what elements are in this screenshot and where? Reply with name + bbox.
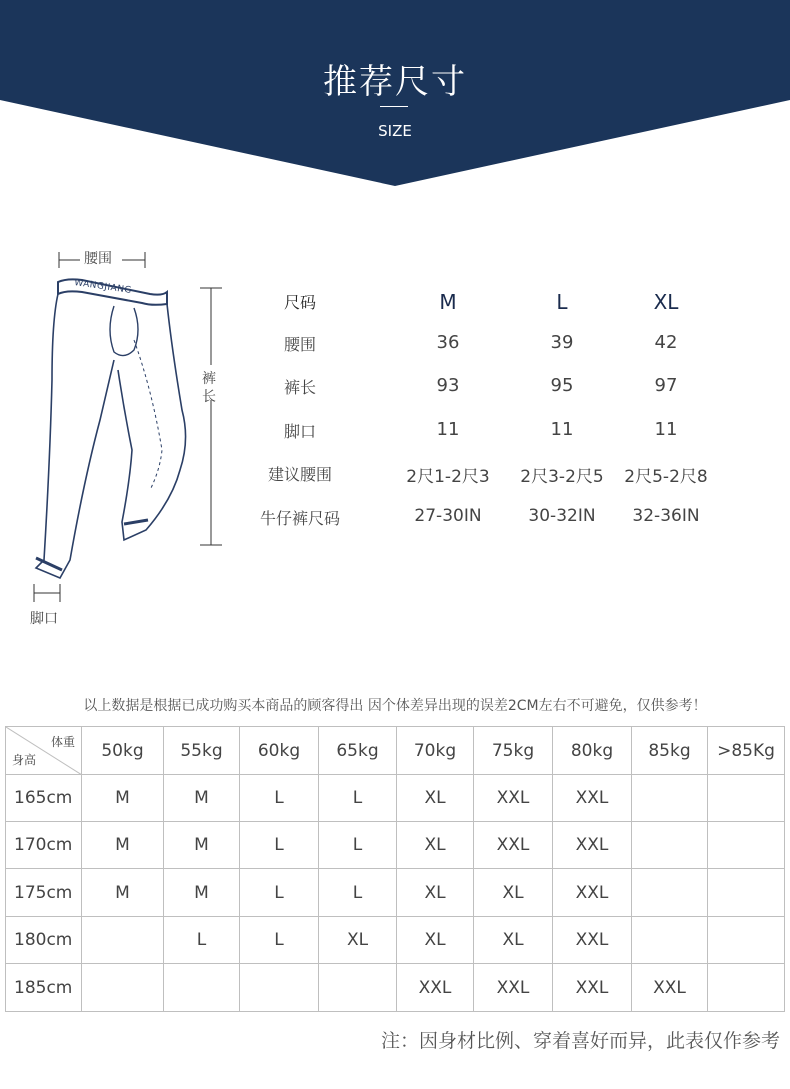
weight-header: 75kg	[474, 727, 553, 775]
height-header: 180cm	[6, 917, 82, 964]
size-cell: L	[240, 822, 319, 869]
size-cell: L	[319, 822, 397, 869]
size-cell: M	[164, 775, 240, 822]
brand-text: WANGJIANG	[73, 278, 133, 296]
spec-row-length	[240, 375, 760, 415]
size-cell: XXL	[474, 964, 553, 1012]
waist-label: 腰围	[84, 251, 112, 267]
spec-label: 建议腰围	[267, 465, 332, 484]
size-cell: XXL	[553, 775, 632, 822]
size-cell: L	[164, 917, 240, 964]
size-cell: XXL	[553, 869, 632, 917]
size-cell	[708, 775, 785, 822]
spec-value: 2尺1-2尺3	[406, 467, 490, 487]
spec-row-jeans-size	[240, 506, 760, 546]
size-cell: XL	[397, 917, 474, 964]
size-cell	[632, 917, 708, 964]
size-cell: XXL	[397, 964, 474, 1012]
size-cell: XL	[474, 869, 553, 917]
size-cell: XL	[319, 917, 397, 964]
size-cell: XXL	[474, 775, 553, 822]
spec-value: 11	[550, 419, 574, 440]
size-cell: M	[82, 869, 164, 917]
size-cell	[632, 822, 708, 869]
size-cell: XXL	[553, 917, 632, 964]
pants-illustration	[22, 240, 232, 640]
size-cell	[82, 964, 164, 1012]
size-cell	[708, 964, 785, 1012]
height-header: 185cm	[6, 964, 82, 1012]
size-cell: XL	[397, 775, 474, 822]
corner-weight-label: 体重	[50, 735, 75, 749]
size-cell: M	[82, 822, 164, 869]
size-cell: L	[319, 775, 397, 822]
weight-header: 55kg	[164, 727, 240, 775]
length-label-top: 裤	[202, 371, 216, 387]
spec-value: 95	[550, 375, 574, 396]
size-cell: XXL	[553, 822, 632, 869]
spec-header-size: 尺码	[283, 293, 316, 312]
grid-row	[6, 822, 785, 869]
spec-value: 97	[654, 375, 678, 396]
grid-header-row	[6, 727, 785, 775]
size-cell: XXL	[632, 964, 708, 1012]
weight-header: 50kg	[82, 727, 164, 775]
size-cell: M	[164, 822, 240, 869]
height-header: 175cm	[6, 869, 82, 917]
size-cell: M	[82, 775, 164, 822]
spec-header-l: L	[556, 290, 568, 314]
spec-value: 42	[654, 332, 678, 353]
spec-value: 11	[436, 419, 460, 440]
spec-value: 27-30IN	[414, 506, 482, 526]
weight-header: 80kg	[553, 727, 632, 775]
disclaimer-note: 以上数据是根据已成功购买本商品的顾客得出 因个体差异出现的误差2CM左右不可避免，仅供参考！	[83, 698, 707, 714]
corner-height-label: 身高	[12, 753, 37, 767]
size-cell: L	[319, 869, 397, 917]
spec-header-xl: XL	[653, 290, 679, 314]
size-cell: L	[240, 775, 319, 822]
spec-value: 30-32IN	[528, 506, 596, 526]
footer-note: 注：因身材比例、穿着喜好而异，此表仅作参考	[380, 1030, 780, 1052]
size-cell: L	[240, 869, 319, 917]
spec-row-waist	[240, 332, 760, 372]
weight-header: 60kg	[240, 727, 319, 775]
size-cell: XXL	[553, 964, 632, 1012]
header-banner	[0, 0, 790, 190]
spec-value: 32-36IN	[632, 506, 700, 526]
length-label-bottom: 长	[202, 389, 216, 405]
spec-header-row	[240, 290, 760, 330]
size-cell: XXL	[474, 822, 553, 869]
grid-row	[6, 917, 785, 964]
spec-value: 2尺5-2尺8	[624, 467, 708, 487]
spec-value: 39	[550, 332, 574, 353]
size-cell	[708, 917, 785, 964]
page-subtitle: SIZE	[378, 122, 412, 140]
height-header: 170cm	[6, 822, 82, 869]
title-divider	[380, 106, 408, 107]
weight-header: 70kg	[397, 727, 474, 775]
spec-label: 牛仔裤尺码	[259, 509, 340, 528]
weight-header: 65kg	[319, 727, 397, 775]
weight-header: 85kg	[632, 727, 708, 775]
spec-row-suggested-waist	[240, 462, 760, 502]
grid-row	[6, 964, 785, 1012]
size-cell	[632, 869, 708, 917]
spec-value: 2尺3-2尺5	[520, 467, 604, 487]
page-title: 推荐尺寸	[323, 62, 467, 102]
spec-label: 腰围	[283, 335, 316, 354]
pants-diagram	[22, 240, 232, 640]
weight-height-size-grid	[5, 726, 785, 1012]
size-cell: XL	[397, 869, 474, 917]
size-cell	[319, 964, 397, 1012]
spec-label: 裤长	[283, 378, 316, 397]
grid-row	[6, 869, 785, 917]
size-cell	[632, 775, 708, 822]
height-header: 165cm	[6, 775, 82, 822]
spec-value: 11	[654, 419, 678, 440]
spec-header-m: M	[439, 290, 457, 314]
grid-corner-cell	[6, 727, 82, 775]
spec-value: 36	[436, 332, 460, 353]
size-cell	[708, 869, 785, 917]
size-cell	[164, 964, 240, 1012]
size-cell: XL	[397, 822, 474, 869]
size-cell: XL	[474, 917, 553, 964]
size-cell	[82, 917, 164, 964]
size-cell: M	[164, 869, 240, 917]
spec-value: 93	[436, 375, 460, 396]
ankle-label: 脚口	[30, 611, 58, 627]
size-cell: L	[240, 917, 319, 964]
spec-row-ankle	[240, 419, 760, 459]
size-cell	[240, 964, 319, 1012]
size-cell	[708, 822, 785, 869]
grid-row	[6, 775, 785, 822]
weight-header: >85Kg	[708, 727, 785, 775]
spec-label: 脚口	[283, 422, 316, 441]
